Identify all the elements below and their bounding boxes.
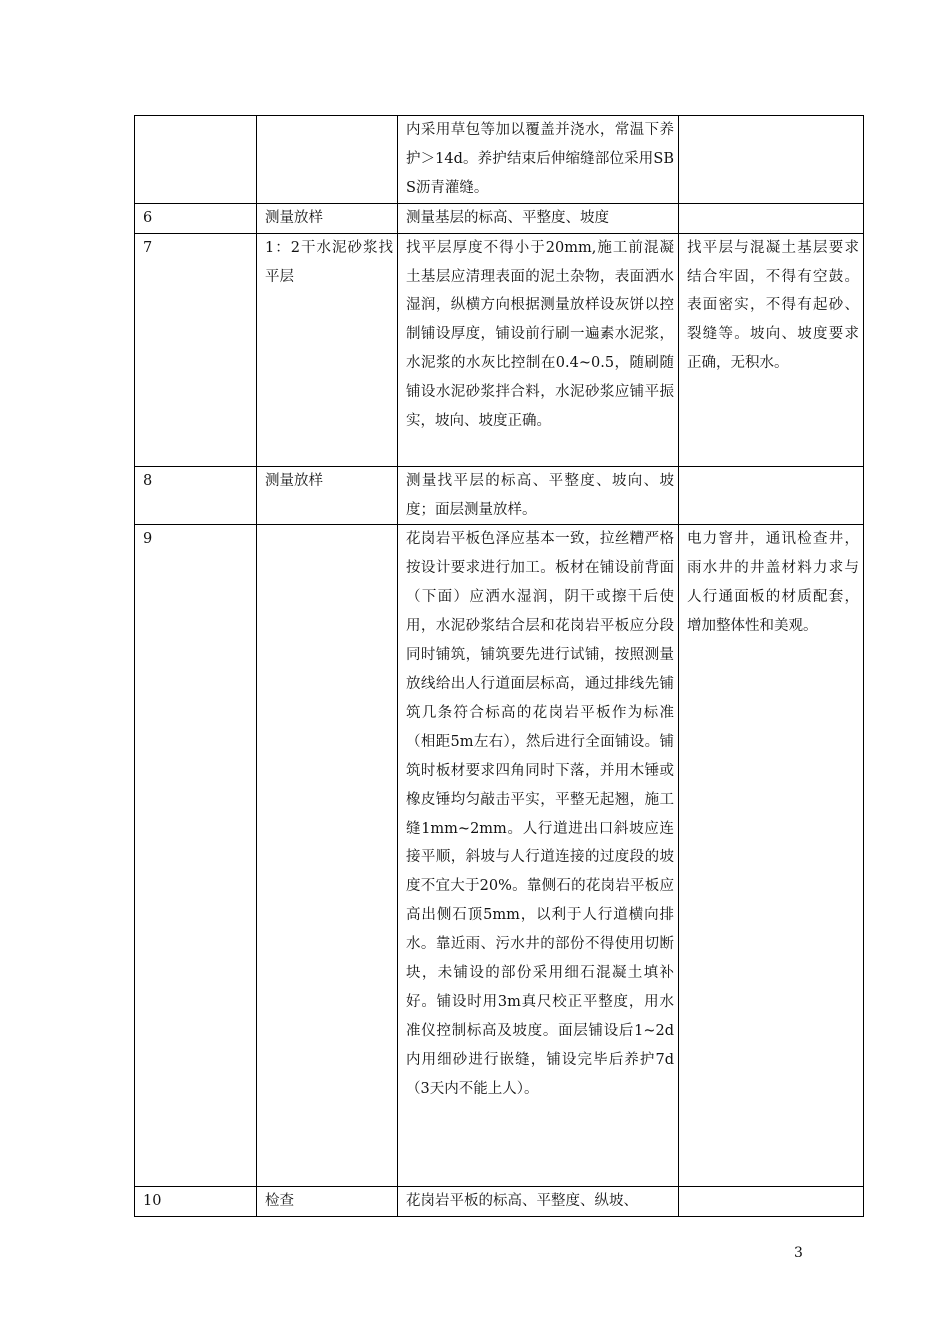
quality-note: 找平层与混凝土基层要求结合牢固，不得有空鼓。表面密实，不得有起砂、裂缝等。坡向、坡度要求正确，无积水。 — [679, 233, 864, 466]
quality-note — [679, 116, 864, 204]
process-item — [257, 116, 398, 204]
table-row — [135, 203, 864, 233]
technical-requirement: 找平层厚度不得小于20mm,施工前混凝土基层应清理表面的泥土杂物，表面洒水湿润，纵横方向根据测量放样设灰饼以控制铺设厚度，铺设前行刷一遍素水泥浆，水泥浆的水灰比控制在0.4~0.5，随刷随铺设水泥砂浆拌合料，水泥砂浆应铺平振实，坡向、坡度正确。 — [398, 233, 679, 466]
quality-note — [679, 1187, 864, 1217]
row-number: 10 — [135, 1187, 257, 1217]
table-row — [135, 525, 864, 1187]
row-number — [135, 116, 257, 204]
table-row — [135, 116, 864, 204]
process-item — [257, 525, 398, 1187]
technical-requirement: 测量基层的标高、平整度、坡度 — [398, 203, 679, 233]
page-number: 3 — [794, 1245, 803, 1261]
row-number: 8 — [135, 466, 257, 525]
table-row — [135, 233, 864, 466]
table-row — [135, 466, 864, 525]
quality-note: 电力窨井，通讯检查井，雨水井的井盖材料力求与人行通面板的材质配套，增加整体性和美观。 — [679, 525, 864, 1187]
technical-requirement: 花岗岩平板色泽应基本一致，拉丝糟严格按设计要求进行加工。板材在铺设前背面（下面）应洒水湿润，阴干或擦干后使用，水泥砂浆结合层和花岗岩平板应分段同时铺筑，铺筑要先进行试铺，按照测量放线给出人行道面层标高，通过排线先铺筑几条符合标高的花岗岩平板作为标准（相距5m左右），然后进行全面铺设。铺筑时板材要求四角同时下落，并用木锤或橡皮锤均匀敲击平实，平整无起翘，施工缝1mm~2mm。人行道进出口斜坡应连接平顺，斜坡与人行道连接的过度段的坡度不宜大于20%。靠侧石的花岗岩平板应高出侧石顶5mm，以利于人行道横向排水。靠近雨、污水井的部份不得使用切断块，未铺设的部份采用细石混凝土填补好。铺设时用3m真尺校正平整度，用水准仪控制标高及坡度。面层铺设后1~2d内用细砂进行嵌缝，铺设完毕后养护7d（3天内不能上人）。 — [398, 525, 679, 1187]
technical-requirement: 花岗岩平板的标高、平整度、纵坡、 — [398, 1187, 679, 1217]
technical-requirement: 内采用草包等加以覆盖并浇水，常温下养护＞14d。养护结束后伸缩缝部位采用SBS沥青灌缝。 — [398, 116, 679, 204]
process-item: 检查 — [257, 1187, 398, 1217]
row-number: 6 — [135, 203, 257, 233]
quality-note — [679, 466, 864, 525]
process-item: 测量放样 — [257, 203, 398, 233]
row-number: 9 — [135, 525, 257, 1187]
quality-note — [679, 203, 864, 233]
row-number: 7 — [135, 233, 257, 466]
construction-spec-table — [134, 115, 864, 1217]
process-item: 1：2干水泥砂浆找平层 — [257, 233, 398, 466]
process-item: 测量放样 — [257, 466, 398, 525]
table-row — [135, 1187, 864, 1217]
technical-requirement: 测量找平层的标高、平整度、坡向、坡度；面层测量放样。 — [398, 466, 679, 525]
